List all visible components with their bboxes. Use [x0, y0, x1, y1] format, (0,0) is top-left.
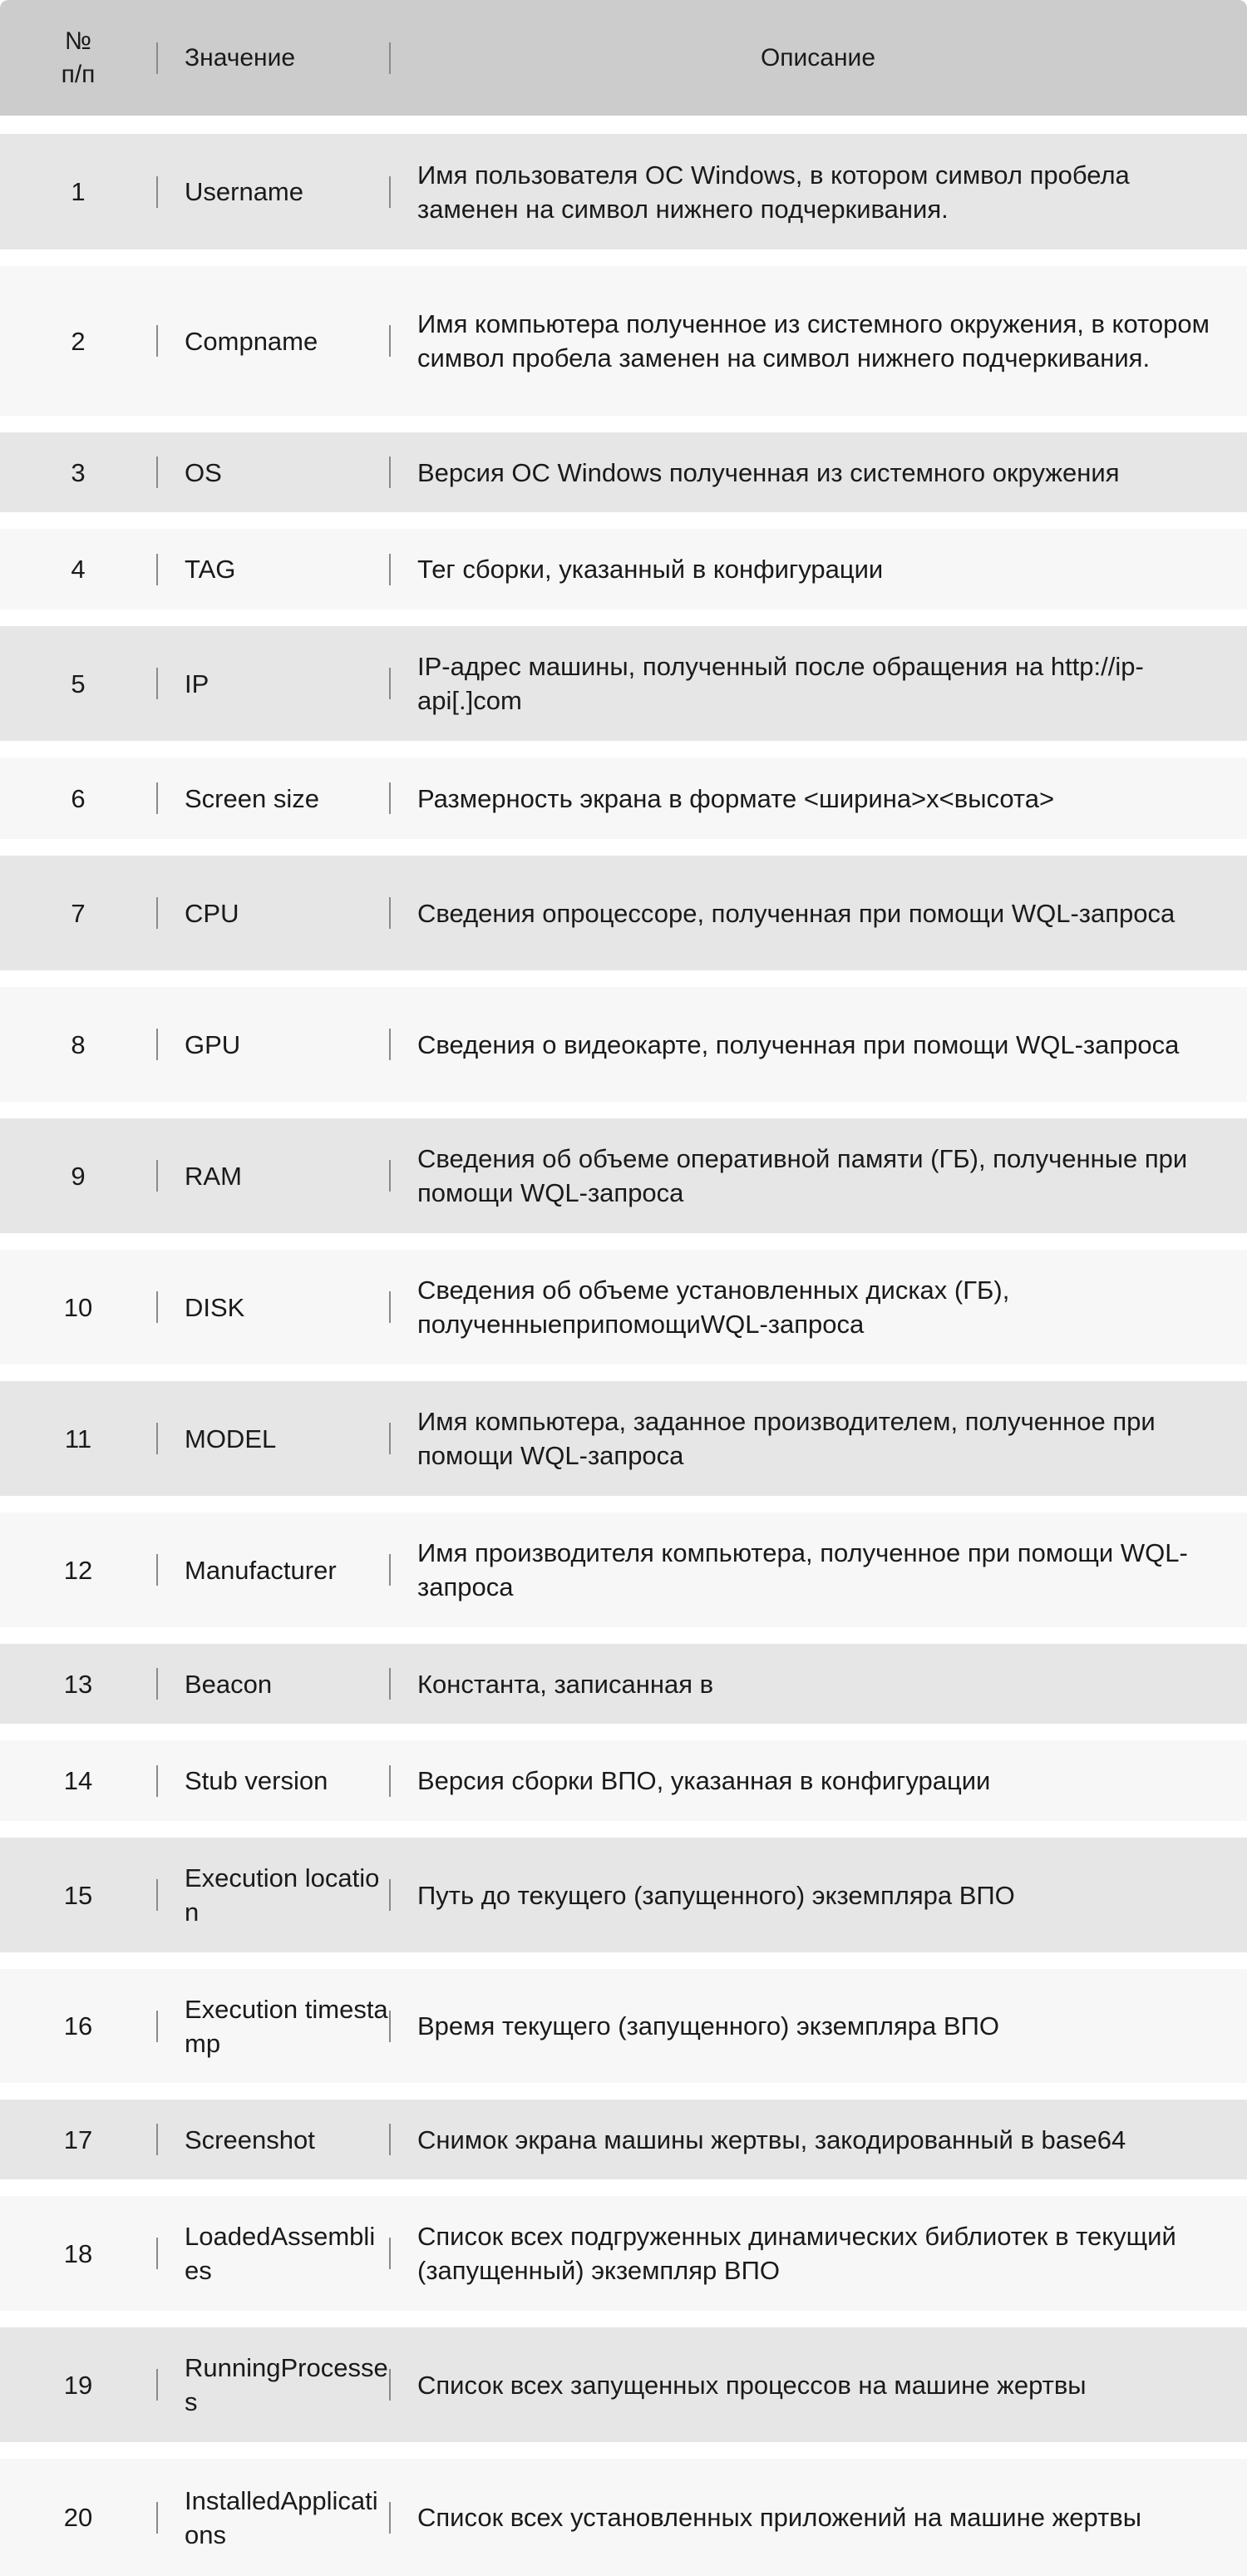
- column-divider: [156, 782, 158, 814]
- row-num: 3: [71, 457, 86, 487]
- row-num: 1: [71, 177, 86, 206]
- row-description: Сведения опроцессоре, полученная при помощи WQL-запроса: [417, 898, 1176, 928]
- row-value: Screenshot: [185, 2124, 315, 2154]
- column-divider: [156, 1765, 158, 1797]
- header-num: № п/п: [61, 27, 96, 88]
- table-header: [0, 0, 1247, 116]
- column-divider: [389, 2124, 391, 2155]
- row-description: Список всех установленных приложений на машине жертвы: [417, 2503, 1142, 2532]
- row-description: Размерность экрана в формате <ширина>x<высота>: [417, 783, 1055, 813]
- column-divider: [389, 1879, 391, 1911]
- row-description: Сведения об объеме установленных дисках (ГБ), полученныеприпомощиWQL-запроса: [417, 1276, 1010, 1339]
- table-row: [0, 1740, 1247, 1821]
- row-num: 11: [64, 1424, 92, 1453]
- table-row: [0, 2100, 1247, 2179]
- column-divider: [156, 1029, 158, 1060]
- table-row: [0, 1118, 1247, 1233]
- row-value: MODEL: [185, 1424, 277, 1453]
- row-num: 16: [63, 2011, 93, 2041]
- row-num: 20: [63, 2503, 93, 2532]
- table-row: [0, 1513, 1247, 1627]
- column-divider: [156, 2502, 158, 2534]
- row-num: 5: [71, 669, 86, 698]
- column-divider: [389, 1291, 391, 1323]
- row-description: Имя компьютера, заданное производителем, полученное при помощи WQL-запроса: [417, 1407, 1156, 1470]
- column-divider: [389, 668, 391, 699]
- table-row: [0, 529, 1247, 609]
- column-divider: [156, 2124, 158, 2155]
- column-divider: [389, 456, 391, 488]
- row-description: Имя пользователя ОС Windows, в котором символ пробела заменен на символ нижнего подчеркивания.: [417, 160, 1130, 224]
- column-divider: [389, 1423, 391, 1454]
- table-row: [0, 758, 1247, 839]
- column-divider: [389, 2369, 391, 2401]
- row-description: Константа, записанная в: [417, 1669, 714, 1699]
- table-row: [0, 1644, 1247, 1724]
- row-value: TAG: [185, 555, 236, 584]
- row-value: GPU: [185, 1029, 241, 1059]
- column-divider: [389, 2238, 391, 2269]
- row-num: 17: [63, 2124, 93, 2154]
- table-row: [0, 134, 1247, 249]
- column-divider: [156, 42, 158, 74]
- table-row: [0, 266, 1247, 416]
- column-divider: [156, 456, 158, 488]
- row-description: Тег сборки, указанный в конфигурации: [417, 555, 884, 584]
- row-value: DISK: [185, 1292, 245, 1322]
- table-row: [0, 432, 1247, 512]
- column-divider: [389, 325, 391, 357]
- row-value: Stub version: [185, 1766, 328, 1795]
- column-divider: [156, 1423, 158, 1454]
- table-row: [0, 1838, 1247, 1952]
- row-description: Путь до текущего (запущенного) экземпляра ВПО: [417, 1880, 1015, 1910]
- column-divider: [156, 325, 158, 357]
- column-divider: [389, 176, 391, 208]
- column-divider: [389, 2011, 391, 2042]
- header-description: Описание: [760, 43, 876, 72]
- column-divider: [156, 668, 158, 699]
- row-value: Execution location: [185, 1863, 380, 1927]
- row-description: Время текущего (запущенного) экземпляра ВПО: [417, 2011, 999, 2041]
- column-divider: [156, 1554, 158, 1586]
- table-row: [0, 1250, 1247, 1364]
- column-divider: [156, 1668, 158, 1700]
- row-description: Имя производителя компьютера, полученное при помощи WQL-запроса: [417, 1538, 1188, 1601]
- column-divider: [156, 176, 158, 208]
- column-divider: [156, 554, 158, 585]
- row-value: Compname: [185, 326, 318, 356]
- column-divider: [389, 1765, 391, 1797]
- column-divider: [389, 782, 391, 814]
- row-num: 19: [63, 2370, 93, 2400]
- column-divider: [156, 1879, 158, 1911]
- row-description: Список всех подгруженных динамических библиотек в текущий (запущенный) экземпляр ВПО: [417, 2222, 1176, 2285]
- row-description: Снимок экрана машины жертвы, закодированный в base64: [417, 2124, 1126, 2154]
- header-value: Значение: [185, 43, 296, 72]
- row-num: 13: [63, 1669, 93, 1699]
- row-value: Screen size: [185, 783, 319, 813]
- row-value: IP: [185, 669, 209, 698]
- row-num: 6: [71, 783, 86, 813]
- column-divider: [389, 897, 391, 929]
- row-num: 10: [63, 1292, 93, 1322]
- row-value: Manufacturer: [185, 1555, 337, 1585]
- column-divider: [156, 2011, 158, 2042]
- table-row: [0, 2327, 1247, 2442]
- column-divider: [389, 1029, 391, 1060]
- row-value: Execution timestamp: [185, 1994, 388, 2058]
- row-description: Версия сборки ВПО, указанная в конфигурации: [417, 1766, 991, 1795]
- row-description: Версия ОС Windows полученная из системного окружения: [417, 457, 1120, 487]
- table-row: [0, 1381, 1247, 1496]
- row-description: IP-адрес машины, полученный после обращения на http://ip-api[.]com: [417, 652, 1144, 715]
- row-value: RAM: [185, 1161, 242, 1191]
- row-value: InstalledApplications: [185, 2485, 378, 2549]
- column-divider: [389, 1160, 391, 1192]
- row-num: 14: [63, 1766, 93, 1795]
- table-row: [0, 626, 1247, 741]
- row-description: Сведения об объеме оперативной памяти (ГБ), полученные при помощи WQL-запроса: [417, 1144, 1188, 1207]
- row-num: 8: [71, 1029, 86, 1059]
- column-divider: [389, 1554, 391, 1586]
- row-description: Сведения о видеокарте, полученная при помощи WQL-запроса: [417, 1029, 1180, 1059]
- table-row: [0, 2459, 1247, 2576]
- table-row: [0, 1969, 1247, 2083]
- row-num: 9: [71, 1161, 86, 1191]
- column-divider: [389, 1668, 391, 1700]
- row-value: Beacon: [185, 1669, 273, 1699]
- row-num: 12: [63, 1555, 93, 1585]
- column-divider: [389, 2502, 391, 2534]
- table-row: [0, 987, 1247, 1102]
- row-num: 7: [71, 898, 86, 928]
- row-num: 18: [63, 2238, 93, 2268]
- row-value: LoadedAssemblies: [185, 2222, 376, 2285]
- row-num: 15: [63, 1880, 93, 1910]
- column-divider: [156, 897, 158, 929]
- row-value: Username: [185, 177, 303, 206]
- row-description: Список всех запущенных процессов на машине жертвы: [417, 2370, 1087, 2400]
- column-divider: [389, 42, 391, 74]
- column-divider: [156, 2369, 158, 2401]
- row-num: 4: [71, 555, 86, 584]
- row-value: RunningProcesses: [185, 2353, 388, 2416]
- row-description: Имя компьютера полученное из системного окружения, в котором символ пробела заменен на символ нижнего подчеркивания.: [417, 309, 1210, 373]
- column-divider: [156, 1291, 158, 1323]
- column-divider: [156, 2238, 158, 2269]
- row-num: 2: [71, 326, 86, 356]
- row-value: CPU: [185, 898, 239, 928]
- table-row: [0, 2196, 1247, 2311]
- table-row: [0, 856, 1247, 970]
- row-value: OS: [185, 457, 222, 487]
- column-divider: [389, 554, 391, 585]
- column-divider: [156, 1160, 158, 1192]
